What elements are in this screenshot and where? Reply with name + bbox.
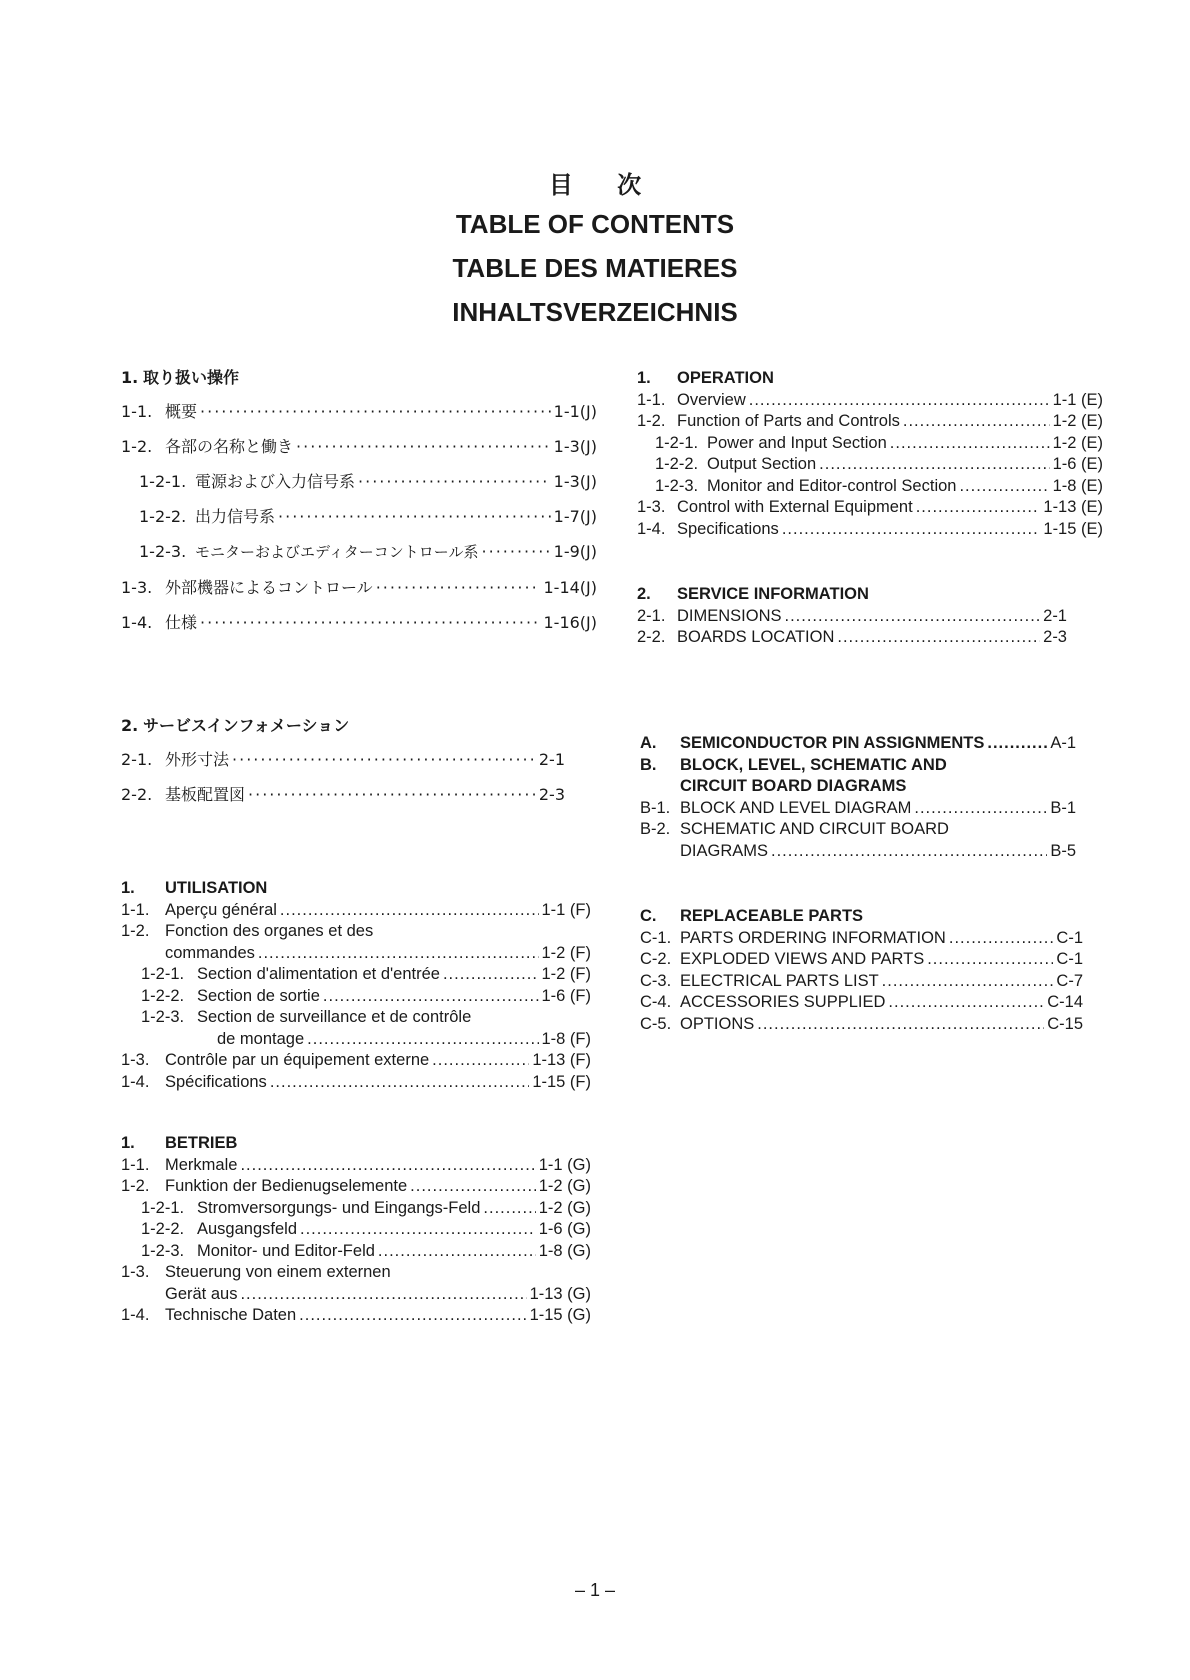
- section-heading-continued: CIRCUIT BOARD DIAGRAMS: [680, 777, 907, 795]
- toc-entry[interactable]: 1-1. 概要 ····· 1-1(J): [121, 394, 597, 429]
- toc-entry[interactable]: 1-2-2. Ausgangsfeld ..... 1-6 (G): [121, 1219, 591, 1241]
- toc-entry[interactable]: 1-2-1. Stromversorgungs- und Eingangs-Feld ..... 1-2 (G): [121, 1198, 591, 1220]
- toc-english-operation: [637, 368, 1103, 540]
- toc-entry[interactable]: 1-1. Merkmale ..... 1-1 (G): [121, 1155, 591, 1177]
- toc-entry[interactable]: C-1. PARTS ORDERING INFORMATION ..... C-1: [640, 928, 1083, 950]
- toc-entry[interactable]: 1-2-3. Monitor- und Editor-Feld ..... 1-8 (G): [121, 1241, 591, 1263]
- toc-entry[interactable]: 1-4. Technische Daten ..... 1-15 (G): [121, 1305, 591, 1327]
- toc-entry-continued[interactable]: DIAGRAMS ..... B-5: [640, 841, 1076, 863]
- section-heading: 2. SERVICE INFORMATION: [637, 585, 869, 603]
- toc-entry[interactable]: 1-4. Specifications ..... 1-15 (E): [637, 519, 1103, 541]
- toc-entry[interactable]: 1-2-2. Output Section ..... 1-6 (E): [637, 454, 1103, 476]
- section-heading: 1. 取り扱い操作: [121, 368, 240, 387]
- toc-entry-continued[interactable]: Gerät aus ..... 1-13 (G): [121, 1284, 591, 1306]
- toc-entry[interactable]: B-1. BLOCK AND LEVEL DIAGRAM ..... B-1: [640, 798, 1076, 820]
- toc-entry[interactable]: 2-1. 外形寸法 ····· 2-1: [121, 742, 565, 777]
- toc-entry[interactable]: 1-1. Aperçu général ..... 1-1 (F): [121, 900, 591, 922]
- toc-entry[interactable]: 1-2-1. Section d'alimentation et d'entrée ..... 1-2 (F): [121, 964, 591, 986]
- toc-entry[interactable]: 1-3. 外部機器によるコントロール ····· 1-14(J): [121, 570, 597, 605]
- toc-entry-continued[interactable]: commandes ..... 1-2 (F): [121, 943, 591, 965]
- toc-entry[interactable]: 2-1. DIMENSIONS ..... 2-1: [637, 606, 1067, 628]
- toc-entry[interactable]: B-2. SCHEMATIC AND CIRCUIT BOARD: [640, 820, 949, 838]
- section-heading: 1. UTILISATION: [121, 879, 268, 897]
- toc-entry[interactable]: A. SEMICONDUCTOR PIN ASSIGNMENTS ..... A-1: [640, 733, 1076, 755]
- toc-entry[interactable]: C-2. EXPLODED VIEWS AND PARTS ..... C-1: [640, 949, 1083, 971]
- title-japanese: 目 次: [548, 171, 660, 199]
- toc-entry[interactable]: 1-2. 各部の名称と働き ····· 1-3(J): [121, 429, 597, 464]
- toc-entry[interactable]: 2-2. 基板配置図 ····· 2-3: [121, 777, 565, 812]
- toc-japanese-service: [121, 714, 565, 812]
- section-heading: B. BLOCK, LEVEL, SCHEMATIC AND: [640, 755, 947, 774]
- toc-entry[interactable]: 1-4. 仕様 ····· 1-16(J): [121, 605, 597, 640]
- toc-german-operation: [121, 1133, 591, 1327]
- section-heading: C. REPLACEABLE PARTS: [640, 907, 864, 925]
- toc-entry[interactable]: C-3. ELECTRICAL PARTS LIST ..... C-7: [640, 971, 1083, 993]
- toc-entry[interactable]: C-4. ACCESSORIES SUPPLIED ..... C-14: [640, 992, 1083, 1014]
- toc-entry[interactable]: 1-3. Control with External Equipment ..... 1-13 (E): [637, 497, 1103, 519]
- toc-entry[interactable]: 1-1. Overview ..... 1-1 (E): [637, 390, 1103, 412]
- toc-entry[interactable]: 1-2-3. Monitor and Editor-control Section ..... 1-8 (E): [637, 476, 1103, 498]
- title-block: [0, 168, 1190, 334]
- toc-japanese-operation: [121, 366, 597, 640]
- toc-entry[interactable]: 1-2-1. 電源および入力信号系 ····· 1-3(J): [121, 464, 597, 499]
- toc-entry[interactable]: 1-2. Fonction des organes et des: [121, 922, 374, 940]
- toc-french-operation: [121, 878, 591, 1093]
- toc-entry[interactable]: 1-2. Function of Parts and Controls ..... 1-2 (E): [637, 411, 1103, 433]
- toc-entry[interactable]: 1-4. Spécifications ..... 1-15 (F): [121, 1072, 591, 1094]
- toc-entry[interactable]: 2-2. BOARDS LOCATION ..... 2-3: [637, 627, 1067, 649]
- toc-entry[interactable]: 1-2-3. Section de surveillance et de contrôle: [141, 1008, 472, 1026]
- toc-entry[interactable]: 1-3. Steuerung von einem externen: [121, 1263, 391, 1281]
- section-heading: 1. OPERATION: [637, 369, 774, 387]
- section-heading: 2. サービスインフォメーション: [121, 716, 350, 735]
- toc-entry[interactable]: 1-2-2. 出力信号系 ····· 1-7(J): [121, 499, 597, 534]
- toc-entry[interactable]: 1-3. Contrôle par un équipement externe ..... 1-13 (F): [121, 1050, 591, 1072]
- toc-entry[interactable]: C-5. OPTIONS ..... C-15: [640, 1014, 1083, 1036]
- toc-english-service: [637, 584, 1067, 649]
- toc-english-parts: [640, 906, 1083, 1035]
- page-number: – 1 –: [574, 1580, 616, 1600]
- section-heading: 1. BETRIEB: [121, 1134, 238, 1152]
- toc-entry[interactable]: 1-2-2. Section de sortie ..... 1-6 (F): [121, 986, 591, 1008]
- title-german: INHALTSVERZEICHNIS: [452, 297, 738, 327]
- title-english: TABLE OF CONTENTS: [455, 209, 735, 239]
- toc-entry[interactable]: 1-2-1. Power and Input Section ..... 1-2 (E): [637, 433, 1103, 455]
- toc-entry-continued[interactable]: de montage ..... 1-8 (F): [121, 1029, 591, 1051]
- toc-entry[interactable]: 1-2. Funktion der Bedienugselemente ..... 1-2 (G): [121, 1176, 591, 1198]
- toc-english-diagrams: [640, 733, 1076, 862]
- toc-entry[interactable]: 1-2-3. モニターおよびエディターコントロール系 ····· 1-9(J): [121, 534, 597, 570]
- title-french: TABLE DES MATIERES: [452, 253, 738, 283]
